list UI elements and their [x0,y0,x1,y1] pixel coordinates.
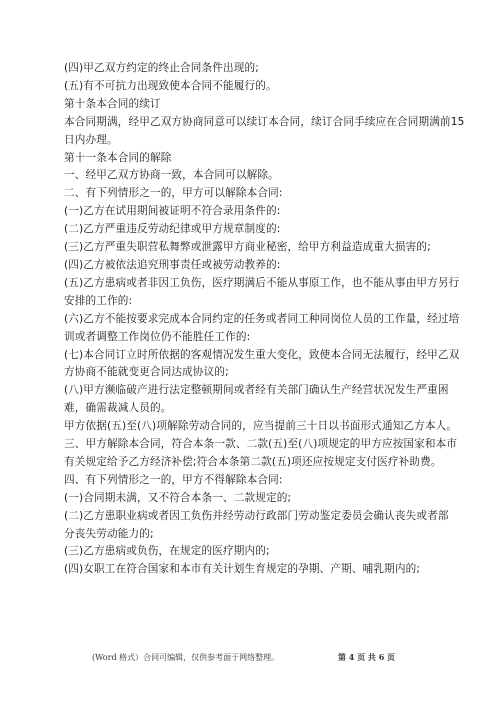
text-line: 难，确需裁减人员的。 [64,402,172,415]
text-line: 分丧失劳动能力的; [64,527,154,540]
text-line: (一)合同期未满，又不符合本条一、二款规定的; [64,491,292,504]
text-line: 四、有下列情形之一的，甲方不得解除本合同: [64,473,283,486]
page-number: 第 4 页 共 6 页 [338,652,396,662]
text-line: 日内办理。 [64,133,118,146]
text-line: (八)甲方濒临破产进行法定整顿期间或者经有关部门确认生产经营状况发生严重困 [64,384,449,397]
text-line: (二)乙方患职业病或者因工负伤并经劳动行政部门劳动鉴定委员会确认丧失或者部 [64,509,449,522]
text-line: (二)乙方严重违反劳动纪律或甲方规章制度的: [64,223,281,236]
text-line: (三)乙方患病或负伤，在规定的医疗期内的; [64,545,270,558]
page-footer [0,652,500,666]
text-line: 三、甲方解除本合同，符合本条一款、二款(五)至(八)项规定的甲方应按国家和本市 [64,438,458,451]
text-line: (七)本合同订立时所依据的客观情况发生重大变化，致使本合同无法履行，经甲乙双 [64,348,460,361]
text-line: 甲方依据(五)至(八)项解除劳动合同的，应当提前三十日以书面形式通知乙方本人。 [64,420,458,433]
text-line: (一)乙方在试用期间被证明不符合录用条件的: [64,205,281,218]
text-line: (三)乙方严重失职营私舞弊或泄露甲方商业秘密，给甲方利益造成重大损害的; [64,241,431,254]
text-line: 有关规定给予乙方经济补偿;符合本条第二款(五)项还应按规定支付医疗补助费。 [64,455,442,468]
text-line: (五)有不可抗力出现致使本合同不能履行的。 [64,79,277,92]
text-line: 二、有下列情形之一的，甲方可以解除本合同: [64,187,283,200]
text-line: (五)乙方患病或者非因工负伤，医疗期满后不能从事原工作，也不能从事由甲方另行 [64,276,460,289]
text-line: (六)乙方不能按要求完成本合同约定的任务或者同工种同岗位人员的工作量，经过培 [64,312,460,325]
text-line: 本合同期满，经甲乙双方协商同意可以续订本合同，续订合同手续应在合同期满前15 [64,115,465,128]
text-line: (四)女职工在符合国家和本市有关计划生育规定的孕期、产期、哺乳期内的; [64,563,421,576]
text-line: 方协商不能就变更合同达成协议的; [64,366,229,379]
text-line: (四)乙方被依法追究刑事责任或被劳动教养的: [64,258,281,271]
text-line: 训或者调整工作岗位仍不能胜任工作的: [64,330,251,343]
text-line: 第十一条本合同的解除 [64,151,172,164]
text-line: 第十条本合同的续订 [64,97,161,110]
document-body [64,60,465,579]
text-line: 安排的工作的: [64,294,133,307]
text-line: 一、经甲乙双方协商一致，本合同可以解除。 [64,169,279,182]
footer-note: (Word 格式）合同可编辑，仅供参考面于网络整理。 [92,653,280,662]
text-line: (四)甲乙双方约定的终止合同条件出现的; [64,62,259,74]
